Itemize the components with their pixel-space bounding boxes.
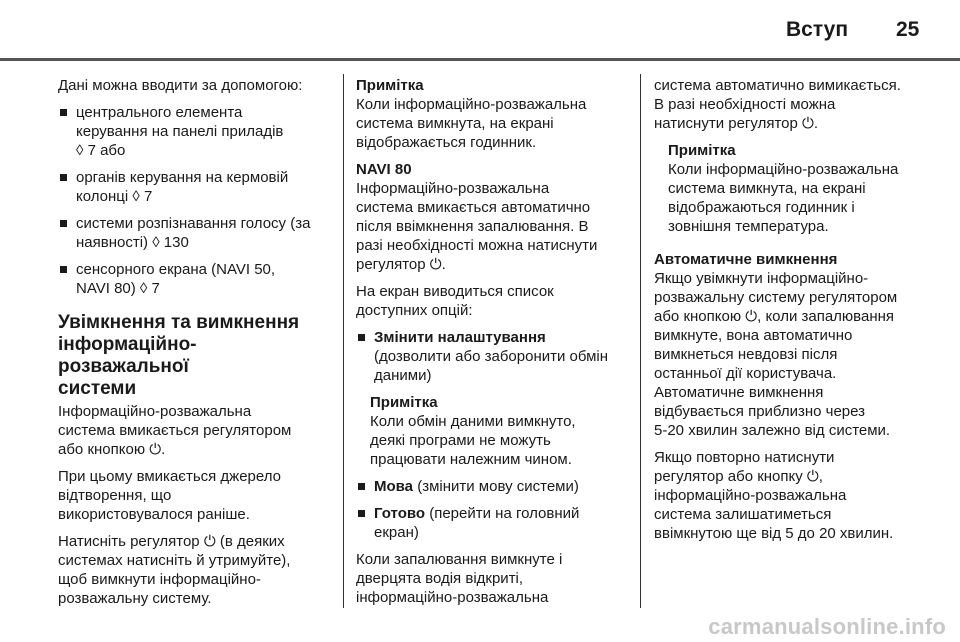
header-rule xyxy=(0,58,960,61)
list-item: Готово (перейти на головний екран) xyxy=(356,504,638,542)
note-title: Примітка xyxy=(668,142,736,159)
note-title: Примітка xyxy=(356,77,424,94)
column-divider-2 xyxy=(640,74,641,608)
list-item: органів керування на кермовій колонці ◊ 7 xyxy=(58,168,326,206)
note-block: Примітка Коли інформаційно-розважальна система вимкнута, на екрані відображається годинник. xyxy=(356,76,638,152)
sub-heading: Автоматичне вимкнення xyxy=(654,251,838,268)
bullet-square-icon xyxy=(60,220,67,227)
list-item: сенсорного екрана (NAVI 50, NAVI 80) ◊ 7 xyxy=(58,260,326,298)
column-2 xyxy=(356,76,638,615)
note-title: Примітка xyxy=(370,394,438,411)
list-item: центрального елемента керування на панелі приладів ◊ 7 або xyxy=(58,103,326,160)
bullet-square-icon xyxy=(60,109,67,116)
paragraph: Якщо повторно натиснути регулятор або кнопку ⏻, інформаційно-розважальна система залишатиметься ввімкнутою ще від 5 до 20 хвилин. xyxy=(654,449,894,542)
section-heading: Увімкнення та вимкнення інформаційно-розважальної системи xyxy=(58,312,300,399)
paragraph: система автоматично вимикається. В разі необхідності можна натиснути регулятор ⏻. xyxy=(654,77,901,132)
page-number: 25 xyxy=(896,18,920,41)
paragraph: NAVI 80 Інформаційно-розважальна система вмикається автоматично після ввімкнення запалювання. В разі необхідності можна натиснути регулятор ⏻. xyxy=(356,160,638,274)
paragraph: На екран виводиться список доступних опцій: xyxy=(356,283,554,319)
note-block: Примітка Коли інформаційно-розважальна система вимкнута, на екрані відображаються годинник і зовнішня температура. xyxy=(654,141,929,236)
bullet-square-icon xyxy=(358,334,365,341)
column-divider-1 xyxy=(343,74,344,608)
bullet-square-icon xyxy=(358,510,365,517)
intro-text: Дані можна вводити за допомогою: xyxy=(58,77,303,94)
paragraph: Інформаційно-розважальна система вмикається регулятором або кнопкою ⏻. xyxy=(58,403,292,458)
list-item: Змінити налаштування (дозволити або заборонити обмін даними) xyxy=(356,328,638,385)
list-item: системи розпізнавання голосу (за наявності) ◊ 130 xyxy=(58,214,326,252)
list-item: Мова (змінити мову системи) xyxy=(356,477,638,496)
sub-heading: NAVI 80 xyxy=(356,161,412,178)
watermark: carmanualsonline.info xyxy=(708,614,946,639)
note-block: Примітка Коли обмін даними вимкнуто, деякі програми не можуть працювати належним чином. xyxy=(356,393,638,469)
page-reference: ◊ 7 або xyxy=(76,142,126,159)
column-1 xyxy=(58,76,326,616)
paragraph: Натисніть регулятор ⏻ (в деяких системах натисніть й утримуйте), щоб вимкнути інформаційно- розважальну систему. xyxy=(58,533,291,607)
bullet-square-icon xyxy=(60,266,67,273)
page-header xyxy=(0,0,960,56)
bullet-square-icon xyxy=(358,483,365,490)
page-title: Вступ xyxy=(786,18,849,41)
bullet-square-icon xyxy=(60,174,67,181)
paragraph: Автоматичне вимкнення Якщо увімкнути інформаційно- розважальну систему регулятором або кнопкою ⏻, коли запалювання вимкнуте, вона автоматично вимкнеться невдовзі після останньої дії користувача. Автоматичне вимкнення відбувається приблизно через 5-20 хвилин залежно від системи. xyxy=(654,250,929,440)
paragraph: При цьому вмикається джерело відтворення, що використовувалося раніше. xyxy=(58,468,282,523)
paragraph: Коли запалювання вимкнуте і дверцята водія відкриті, інформаційно-розважальна xyxy=(356,551,563,606)
column-3 xyxy=(654,76,929,551)
